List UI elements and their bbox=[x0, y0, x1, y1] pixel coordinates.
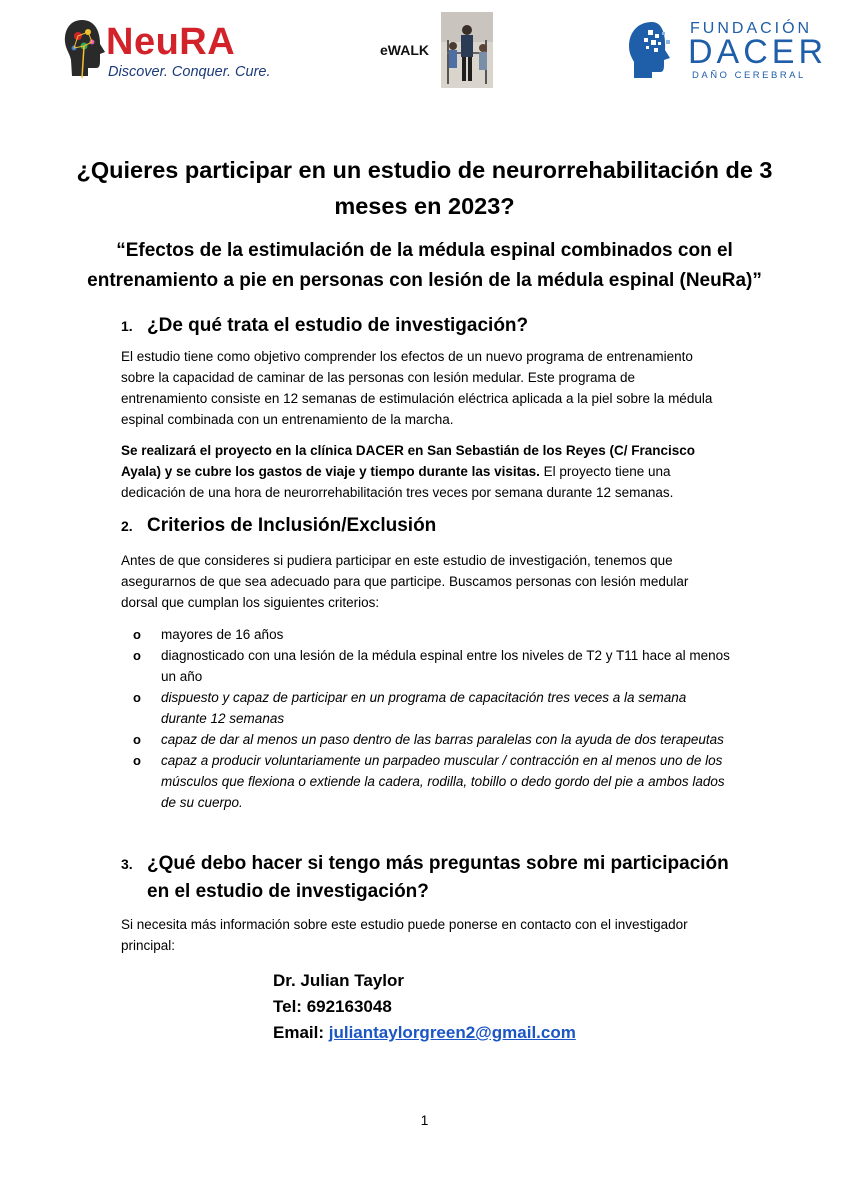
list-item: o capaz a producir voluntariamente un parpadeo muscular / contracción en al menos uno de los músculos que flexiona o extiende la cadera, rodilla, tobillo o dedo gordo del pie a ambos lados de su cuerpo. bbox=[133, 750, 733, 813]
section-1-heading bbox=[121, 312, 741, 340]
document-title: ¿Quieres participar en un estudio de neurorrehabilitación de 3 meses en 2023? bbox=[76, 157, 773, 219]
phone-label: Tel: bbox=[273, 997, 307, 1016]
neura-wordmark: NeuRA bbox=[106, 21, 236, 63]
contact-name: Dr. Julian Taylor bbox=[273, 971, 405, 990]
contact-phone bbox=[273, 994, 693, 1020]
neura-tagline: Discover. Conquer. Cure. bbox=[108, 64, 271, 80]
bullet-icon: o bbox=[133, 690, 141, 705]
ewalk-label: eWALK bbox=[380, 42, 429, 58]
phone-number: 692163048 bbox=[306, 997, 392, 1016]
logistics-text: El proyecto tiene una dedicación de una hora de neurorrehabilitación tres veces por semana durante 12 semanas. bbox=[121, 464, 674, 500]
bullet-icon: o bbox=[133, 648, 141, 663]
study-title: “Efectos de la estimulación de la médula espinal combinados con el entrenamiento a pie en personas con lesión de la médula espinal (NeuRa)” bbox=[87, 240, 762, 291]
section-2-paragraph: Antes de que consideres si pudiera participar en este estudio de investigación, tenemos que asegurarnos de que sea adecuado para que participe. Buscamos personas con lesión medular dorsal que cumplan los siguientes criterios: bbox=[121, 553, 689, 610]
section-2-heading bbox=[121, 512, 741, 540]
ewalk-photo bbox=[441, 12, 493, 88]
dacer-logo bbox=[626, 20, 826, 84]
dacer-head-icon bbox=[626, 20, 678, 80]
criteria-list bbox=[133, 624, 733, 813]
dacer-subtitle: DAÑO CEREBRAL bbox=[692, 70, 806, 81]
bullet-icon: o bbox=[133, 732, 141, 747]
section-title: ¿De qué trata el estudio de investigación? bbox=[147, 315, 529, 336]
section-1-paragraph: El estudio tiene como objetivo comprender los efectos de un nuevo programa de entrenamiento sobre la capacidad de caminar de las personas con lesión medular. Este programa de entrenamiento consiste en 12 semanas de estimulación eléctrica aplicada a la piel sobre la médula espinal combinada con un entrenamiento de la marcha. bbox=[121, 349, 713, 427]
neura-head-icon bbox=[62, 18, 108, 80]
email-link[interactable]: juliantaylorgreen2@gmail.com bbox=[328, 1023, 576, 1042]
contact-block bbox=[273, 968, 693, 1046]
section-number: 3. bbox=[121, 856, 133, 872]
contact-email bbox=[273, 1020, 693, 1046]
dacer-fundacion: FUNDACIÓN bbox=[690, 20, 813, 37]
bullet-icon: o bbox=[133, 753, 141, 768]
logistics-bold-text: Se realizará el proyecto en la clínica DACER en San Sebastián de los Reyes (C/ Francisco Ayala) y se cubre los gastos de viaje y tiempo durante las visitas. bbox=[121, 443, 695, 479]
bullet-icon: o bbox=[133, 627, 141, 642]
email-label: Email: bbox=[273, 1023, 329, 1042]
list-item: o mayores de 16 años bbox=[133, 624, 733, 645]
section-3-heading bbox=[121, 850, 741, 906]
section-title: Criterios de Inclusión/Exclusión bbox=[147, 515, 437, 536]
neura-logo bbox=[62, 18, 282, 88]
list-item: o dispuesto y capaz de participar en un programa de capacitación tres veces a la semana durante 12 semanas bbox=[133, 687, 733, 729]
list-item: o capaz de dar al menos un paso dentro de las barras paralelas con la ayuda de dos terapeutas bbox=[133, 729, 733, 750]
section-3-paragraph: Si necesita más información sobre este estudio puede ponerse en contacto con el investigador principal: bbox=[121, 917, 688, 953]
list-item: o diagnosticado con una lesión de la médula espinal entre los niveles de T2 y T11 hace al menos un año bbox=[133, 645, 733, 687]
section-1-logistics-paragraph bbox=[121, 440, 721, 503]
section-title: ¿Qué debo hacer si tengo más preguntas sobre mi participación en el estudio de investigación? bbox=[147, 853, 729, 902]
section-number: 1. bbox=[121, 318, 133, 334]
dacer-wordmark: DACER bbox=[688, 33, 828, 71]
section-number: 2. bbox=[121, 518, 133, 534]
page-number: 1 bbox=[420, 1112, 429, 1128]
